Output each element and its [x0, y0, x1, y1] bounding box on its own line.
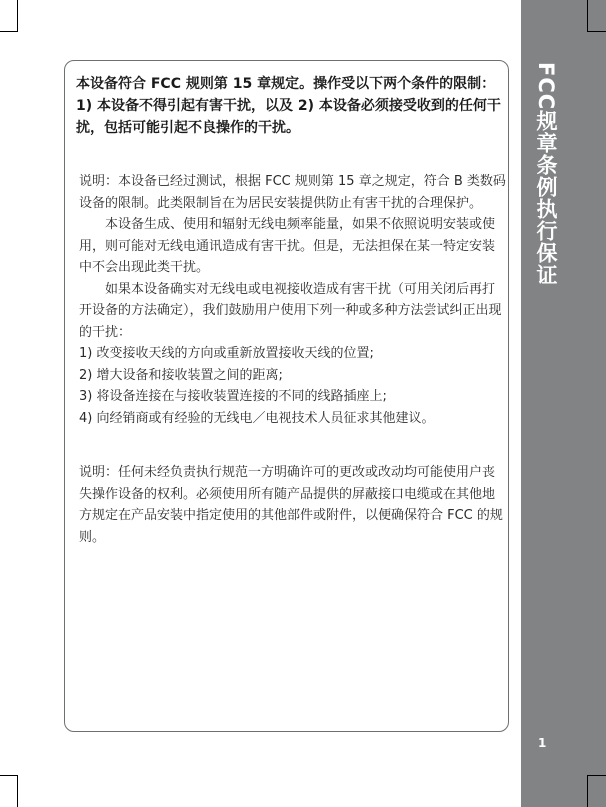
note-radiation-paragraph: 本设备生成、使用和辐射无线电频率能量，如果不依照说明安装或使用，则可能对无线电通讯造成有害干扰。但是，无法担保在某一特定安装中不会出现此类干扰。	[79, 217, 496, 275]
list-item: 4) 向经销商或有经验的无线电／电视技术人员征求其他建议。	[79, 410, 435, 426]
list-item: 2) 增大设备和接收装置之间的距离;	[79, 367, 283, 383]
sidebar-title: FCC规章条例执行保证	[534, 62, 558, 287]
crop-mark-bottom-right-v	[587, 775, 588, 807]
crop-mark-top-left-h	[0, 31, 18, 32]
crop-mark-bottom-left-v	[17, 775, 18, 807]
crop-mark-top-left-v	[17, 0, 18, 32]
note-testing-intro: 说明：本设备已经过测试，根据 FCC 规则第 15 章之规定，符合 B 类数码设备的限制。此类限制旨在为居民安装提供防止有害干扰的合理保护。	[79, 174, 506, 211]
note-modification-section	[79, 462, 507, 548]
list-item: 1) 改变接收天线的方向或重新放置接收天线的位置;	[79, 346, 374, 361]
note-testing-section	[79, 171, 507, 429]
crop-mark-bottom-left-h	[0, 775, 18, 776]
fcc-compliance-heading: 本设备符合 FCC 规则第 15 章规定。操作受以下两个条件的限制：1) 本设备不得引起有害干扰，以及 2) 本设备必须接受收到的任何干扰，包括可能引起不良操作的干扰。	[76, 76, 501, 136]
list-item: 3) 将设备连接在与接收装置连接的不同的线路插座上;	[79, 389, 387, 404]
crop-mark-bottom-right-h	[587, 775, 606, 776]
note-correction-paragraph: 如果本设备确实对无线电或电视接收造成有害干扰（可用关闭后再打开设备的方法确定），我们鼓励用户使用下列一种或多种方法尝试纠正出现的干扰：	[79, 281, 502, 340]
crop-mark-top-right-v	[587, 0, 588, 32]
page-number: 1	[538, 736, 547, 750]
crop-mark-top-right-h	[587, 31, 606, 32]
note-modification-text: 说明：任何未经负责执行规范一方明确许可的更改或改动均可能使用户丧失操作设备的权利。必须使用所有随产品提供的屏蔽接口电缆或在其他地方规定在产品安装中指定使用的其他部件或附件，以便确保符合 FCC 的规则。	[79, 465, 503, 545]
